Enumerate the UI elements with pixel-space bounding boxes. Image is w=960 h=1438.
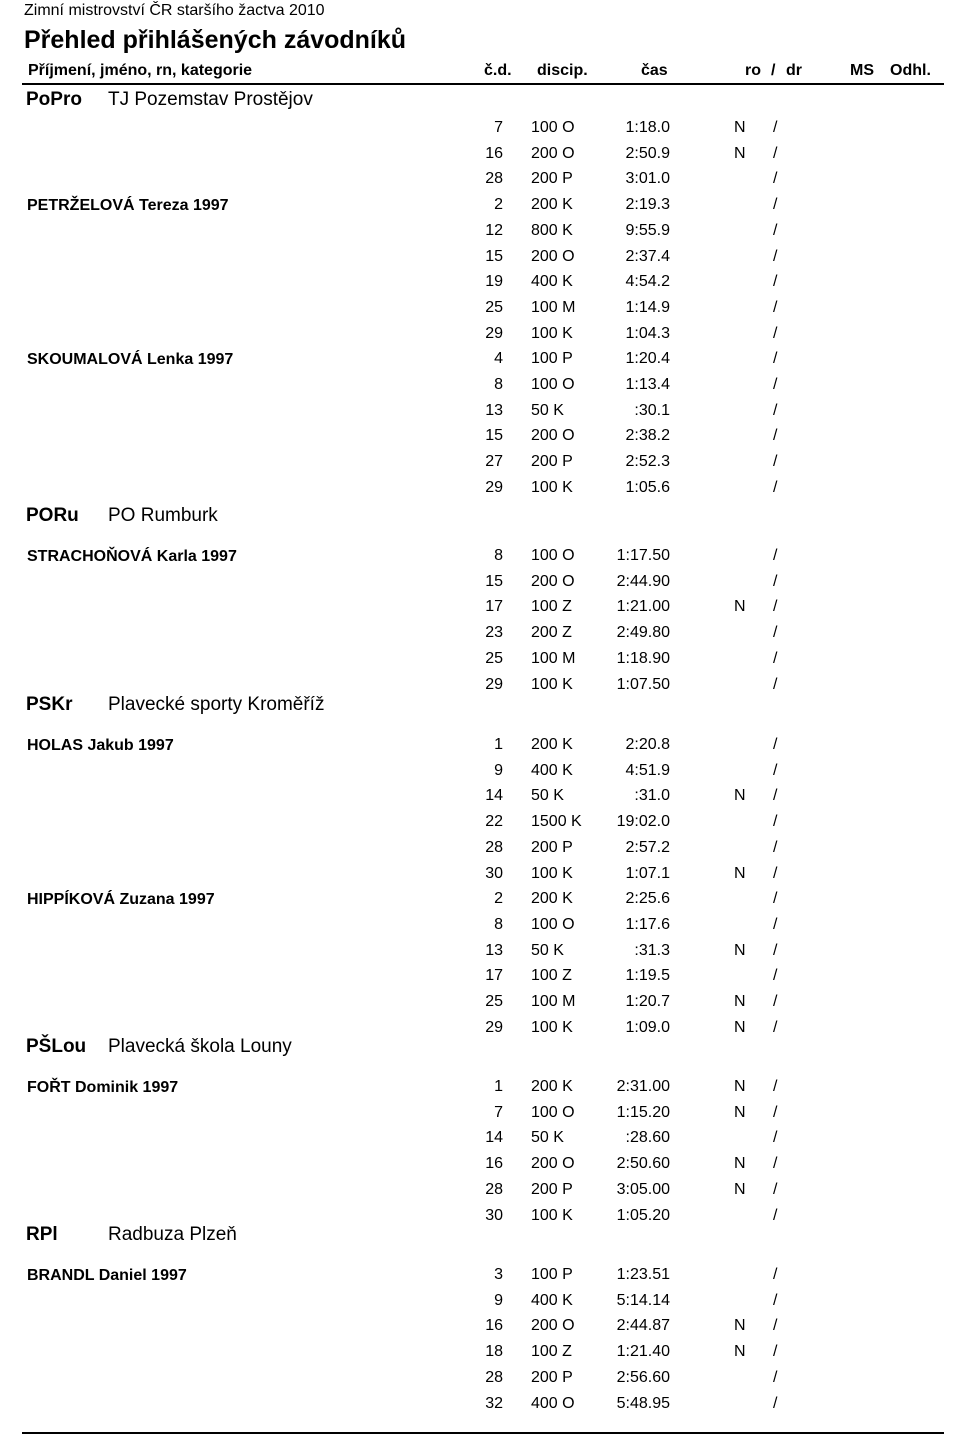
event-number: 30	[485, 864, 503, 882]
entry-time: 1:05.6	[625, 478, 670, 496]
event-discipline: 100 O	[531, 547, 575, 564]
col-header-cd: č.d.	[484, 62, 512, 79]
entry-separator: /	[773, 993, 778, 1010]
event-number: 30	[485, 1206, 503, 1224]
entry-time: 2:56.60	[616, 1368, 670, 1386]
entry-separator: /	[773, 890, 778, 908]
event-number: 16	[485, 1317, 503, 1335]
col-header-slash: /	[771, 62, 776, 79]
entry-time: 2:49.80	[616, 624, 670, 642]
entry-time: 2:44.87	[616, 1317, 670, 1335]
entry-time: 5:14.14	[616, 1291, 670, 1309]
col-header-ms: MS	[850, 62, 874, 79]
entry-time: 1:20.7	[625, 993, 670, 1010]
entry-separator: /	[773, 649, 778, 667]
event-number: 28	[485, 1180, 503, 1198]
event-discipline: 200 Z	[531, 624, 572, 642]
col-header-discip: discip.	[537, 62, 588, 79]
club-code: RPl	[26, 1224, 58, 1245]
event-number: 15	[485, 572, 503, 590]
entry-time: 3:01.0	[625, 170, 670, 188]
event-number: 27	[485, 453, 503, 471]
entry-time: 2:37.4	[625, 247, 670, 265]
entry-separator: /	[773, 1394, 778, 1412]
entry-separator: /	[773, 376, 778, 393]
entry-separator: /	[773, 1266, 778, 1283]
event-number: 4	[494, 350, 503, 368]
event-number: 15	[485, 427, 503, 445]
swimmer-name: HOLAS Jakub 1997	[27, 737, 174, 754]
entry-time: :31.0	[634, 787, 670, 805]
entry-ro: N	[734, 1018, 746, 1036]
entry-time: 2:25.6	[625, 890, 670, 908]
entry-ro: N	[734, 1155, 746, 1173]
entry-time: 2:52.3	[625, 453, 670, 471]
entry-separator: /	[773, 787, 778, 805]
entry-ro: N	[734, 144, 746, 162]
event-number: 12	[485, 221, 503, 239]
swimmer-name: FOŘT Dominik 1997	[27, 1079, 179, 1096]
event-discipline: 100 O	[531, 376, 575, 393]
swimmer-name: STRACHOŇOVÁ Karla 1997	[27, 548, 237, 565]
event-number: 9	[494, 761, 503, 779]
event-discipline: 200 O	[531, 144, 575, 162]
event-discipline: 200 K	[531, 1078, 573, 1095]
event-number: 3	[494, 1266, 503, 1283]
entry-ro: N	[734, 119, 746, 136]
entry-separator: /	[773, 1206, 778, 1224]
event-number: 32	[485, 1394, 503, 1412]
event-number: 2	[494, 890, 503, 908]
club-name: Plavecké sporty Kroměříž	[108, 694, 325, 715]
entry-time: 2:38.2	[625, 427, 670, 445]
event-number: 25	[485, 993, 503, 1010]
footer-divider	[22, 1432, 944, 1434]
event-discipline: 50 K	[531, 941, 564, 959]
entry-time: 1:23.51	[616, 1266, 670, 1283]
event-discipline: 400 K	[531, 1291, 573, 1309]
entry-time: 1:05.20	[616, 1206, 670, 1224]
event-number: 29	[485, 675, 503, 693]
event-number: 28	[485, 838, 503, 856]
entry-time: 2:50.9	[625, 144, 670, 162]
entry-time: 1:04.3	[625, 324, 670, 342]
entry-time: 9:55.9	[625, 221, 670, 239]
entry-separator: /	[773, 453, 778, 471]
entry-ro: N	[734, 598, 746, 616]
entry-ro: N	[734, 787, 746, 805]
event-discipline: 200 P	[531, 453, 573, 471]
event-number: 18	[485, 1343, 503, 1361]
entry-ro: N	[734, 941, 746, 959]
event-discipline: 400 K	[531, 273, 573, 291]
entry-separator: /	[773, 1317, 778, 1335]
entry-time: 1:15.20	[616, 1103, 670, 1121]
event-discipline: 100 O	[531, 915, 575, 933]
event-discipline: 100 M	[531, 298, 576, 316]
entry-separator: /	[773, 838, 778, 856]
entry-time: 2:19.3	[625, 196, 670, 214]
entry-separator: /	[773, 196, 778, 214]
entry-separator: /	[773, 1018, 778, 1036]
entry-time: 3:05.00	[616, 1180, 670, 1198]
entry-time: 1:19.5	[625, 967, 670, 985]
page-title: Přehled přihlášených závodníků	[24, 26, 407, 54]
club-code: PoPro	[26, 89, 82, 110]
event-number: 2	[494, 196, 503, 214]
event-number: 28	[485, 1368, 503, 1386]
entry-separator: /	[773, 1180, 778, 1198]
event-number: 17	[485, 967, 503, 985]
entry-ro: N	[734, 1180, 746, 1198]
entry-ro: N	[734, 1103, 746, 1121]
col-header-dr: dr	[786, 62, 802, 79]
club-code: PŠLou	[26, 1036, 87, 1057]
event-number: 29	[485, 1018, 503, 1036]
event-discipline: 200 P	[531, 170, 573, 188]
event-discipline: 200 P	[531, 1180, 573, 1198]
event-discipline: 400 O	[531, 1394, 575, 1412]
entry-time: :30.1	[634, 401, 670, 419]
entry-separator: /	[773, 1368, 778, 1386]
event-number: 23	[485, 624, 503, 642]
entry-time: 2:31.00	[616, 1078, 670, 1095]
entry-separator: /	[773, 1155, 778, 1173]
entry-time: 2:44.90	[616, 572, 670, 590]
event-discipline: 50 K	[531, 787, 564, 805]
entry-separator: /	[773, 598, 778, 616]
club-name: PO Rumburk	[108, 505, 218, 526]
event-discipline: 100 K	[531, 478, 573, 496]
event-discipline: 100 M	[531, 993, 576, 1010]
entry-separator: /	[773, 1103, 778, 1121]
entry-time: 1:13.4	[625, 376, 670, 393]
entry-time: 1:18.90	[616, 649, 670, 667]
entry-separator: /	[773, 350, 778, 368]
event-discipline: 200 O	[531, 247, 575, 265]
entry-time: 2:57.2	[625, 838, 670, 856]
entry-separator: /	[773, 761, 778, 779]
entry-time: :28.60	[625, 1129, 670, 1147]
entry-separator: /	[773, 273, 778, 291]
entry-separator: /	[773, 298, 778, 316]
entry-separator: /	[773, 1291, 778, 1309]
event-number: 16	[485, 1155, 503, 1173]
event-discipline: 100 K	[531, 324, 573, 342]
entry-ro: N	[734, 864, 746, 882]
entry-time: 4:51.9	[625, 761, 670, 779]
col-header-cas: čas	[641, 62, 668, 79]
header-divider	[22, 83, 944, 85]
event-discipline: 200 O	[531, 1155, 575, 1173]
entry-separator: /	[773, 478, 778, 496]
event-number: 29	[485, 478, 503, 496]
entry-separator: /	[773, 915, 778, 933]
page-subtitle: Zimní mistrovství ČR staršího žactva 2010	[24, 2, 325, 19]
event-discipline: 100 Z	[531, 1343, 572, 1361]
entry-separator: /	[773, 1078, 778, 1095]
event-number: 19	[485, 273, 503, 291]
club-code: PSKr	[26, 694, 73, 715]
event-discipline: 100 O	[531, 119, 575, 136]
entry-ro: N	[734, 1317, 746, 1335]
entry-separator: /	[773, 247, 778, 265]
col-header-odhl: Odhl.	[890, 62, 931, 79]
event-number: 22	[485, 813, 503, 831]
entry-time: 1:17.50	[616, 547, 670, 564]
event-discipline: 100 K	[531, 1018, 573, 1036]
entry-separator: /	[773, 119, 778, 136]
event-discipline: 100 P	[531, 1266, 573, 1283]
swimmer-name: SKOUMALOVÁ Lenka 1997	[27, 351, 234, 369]
entry-separator: /	[773, 547, 778, 564]
swimmer-name: BRANDL Daniel 1997	[27, 1267, 187, 1284]
event-discipline: 800 K	[531, 221, 573, 239]
entry-time: 2:20.8	[625, 736, 670, 753]
event-discipline: 100 P	[531, 350, 573, 368]
entry-separator: /	[773, 1343, 778, 1361]
entry-separator: /	[773, 813, 778, 831]
entry-ro: N	[734, 993, 746, 1010]
entry-time: :31.3	[634, 941, 670, 959]
entry-time: 1:21.40	[616, 1343, 670, 1361]
club-name: Plavecká škola Louny	[108, 1036, 292, 1057]
event-discipline: 100 Z	[531, 967, 572, 985]
club-code: PORu	[26, 505, 79, 526]
event-number: 1	[494, 1078, 503, 1095]
entry-separator: /	[773, 572, 778, 590]
col-header-name: Příjmení, jméno, rn, kategorie	[28, 62, 253, 79]
entry-separator: /	[773, 427, 778, 445]
event-discipline: 200 P	[531, 838, 573, 856]
event-discipline: 200 O	[531, 572, 575, 590]
event-number: 17	[485, 598, 503, 616]
entry-ro: N	[734, 1078, 746, 1095]
entry-time: 1:07.1	[625, 864, 670, 882]
event-number: 15	[485, 247, 503, 265]
event-number: 28	[485, 170, 503, 188]
col-header-ro: ro	[745, 62, 761, 79]
event-number: 16	[485, 144, 503, 162]
event-discipline: 200 O	[531, 1317, 575, 1335]
event-discipline: 100 Z	[531, 598, 572, 616]
event-discipline: 200 K	[531, 890, 573, 908]
entry-separator: /	[773, 624, 778, 642]
entry-separator: /	[773, 941, 778, 959]
event-number: 9	[494, 1291, 503, 1309]
entry-separator: /	[773, 1129, 778, 1147]
event-discipline: 100 M	[531, 649, 576, 667]
entry-separator: /	[773, 675, 778, 693]
event-number: 8	[494, 915, 503, 933]
event-number: 14	[485, 787, 503, 805]
entry-separator: /	[773, 324, 778, 342]
event-discipline: 100 K	[531, 1206, 573, 1224]
entry-separator: /	[773, 401, 778, 419]
event-number: 8	[494, 547, 503, 564]
event-number: 7	[494, 1103, 503, 1121]
entry-time: 1:07.50	[616, 675, 670, 693]
entry-time: 1:17.6	[625, 915, 670, 933]
event-number: 13	[485, 401, 503, 419]
event-number: 7	[494, 119, 503, 136]
event-discipline: 50 K	[531, 1129, 564, 1147]
entry-separator: /	[773, 170, 778, 188]
event-discipline: 100 K	[531, 864, 573, 882]
event-number: 25	[485, 649, 503, 667]
event-number: 14	[485, 1129, 503, 1147]
entry-separator: /	[773, 967, 778, 985]
entry-time: 1:09.0	[625, 1018, 670, 1036]
entry-ro: N	[734, 1343, 746, 1361]
entry-separator: /	[773, 864, 778, 882]
event-number: 1	[494, 736, 503, 753]
event-number: 25	[485, 298, 503, 316]
club-name: Radbuza Plzeň	[108, 1224, 237, 1245]
club-name: TJ Pozemstav Prostějov	[108, 89, 313, 110]
event-discipline: 1500 K	[531, 813, 582, 831]
entry-time: 19:02.0	[616, 813, 670, 831]
entry-time: 1:20.4	[625, 350, 670, 368]
event-number: 8	[494, 376, 503, 393]
event-discipline: 400 K	[531, 761, 573, 779]
swimmer-name: PETRŽELOVÁ Tereza 1997	[27, 197, 229, 215]
entry-time: 2:50.60	[616, 1155, 670, 1173]
event-discipline: 200 O	[531, 427, 575, 445]
entry-time: 5:48.95	[616, 1394, 670, 1412]
event-number: 13	[485, 941, 503, 959]
swimmer-name: HIPPÍKOVÁ Zuzana 1997	[27, 891, 215, 909]
event-discipline: 200 K	[531, 196, 573, 214]
entry-time: 4:54.2	[625, 273, 670, 291]
entry-time: 1:18.0	[625, 119, 670, 136]
entry-separator: /	[773, 144, 778, 162]
event-discipline: 200 P	[531, 1368, 573, 1386]
event-discipline: 50 K	[531, 401, 564, 419]
entry-separator: /	[773, 736, 778, 753]
entry-time: 1:14.9	[625, 298, 670, 316]
event-discipline: 100 O	[531, 1103, 575, 1121]
event-number: 29	[485, 324, 503, 342]
event-discipline: 200 K	[531, 736, 573, 753]
entry-separator: /	[773, 221, 778, 239]
event-discipline: 100 K	[531, 675, 573, 693]
entry-time: 1:21.00	[616, 598, 670, 616]
